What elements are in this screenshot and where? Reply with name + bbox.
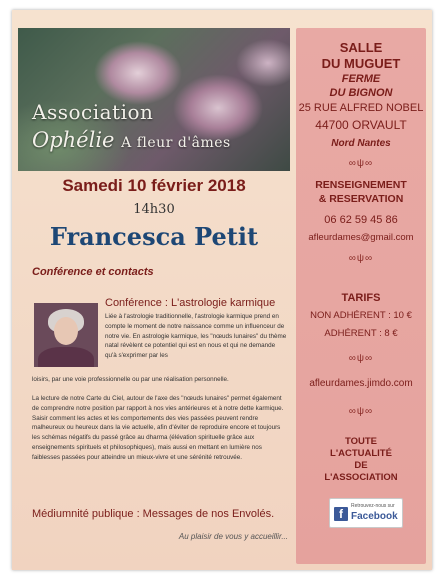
venue-name: SALLE DU MUGUET [321,40,401,71]
facebook-label: Facebook [351,511,398,522]
conference-paragraph-1: Liée à l'astrologie traditionnelle, l'astrologie karmique prend en compte le moment de notre naissance comme un influenceur de notre vie. En astrologie karmique, les "nœuds lunaires" du thème natal révèlent ce potentiel qui est en nous et qui ne demande qu'à s'exprimer par les [105,313,287,360]
flyer-page [12,10,432,570]
conference-paragraph-2: La lecture de notre Carte du Ciel, autour de l'axe des "nœuds lunaires" permet également de comprendre notre position par rapport à nos vies antérieures et à notre dette karmique. Saisir comment les actes et les comportements des vies passées peuvent rendre malheureux ou heureux dans la vie actuelle, afin d'éviter de reproduire encore et toujours les schémas négatifs du passé grâce au dharma (élévation spirituelle grâce aux enseignements spirituels et philosophiques), mais aussi en mettant en lumière nos faiblesses passées pour atteindre un mieux-vivre et une sérénité retrouvée. [32,395,284,461]
venue-street: 25 RUE ALFRED NOBEL [298,102,424,114]
prices-heading: TARIFS [341,292,381,304]
phone-number[interactable]: 06 62 59 45 86 [324,214,398,226]
facebook-caption: Retrouvez-nous sur [351,503,395,509]
association-logo-title [32,100,282,152]
conference-paragraph-1-end: loisirs, par une voie professionnelle ou par une réalisation personnelle. [32,376,229,383]
closing-line: Au plaisir de vous y accueillir... [178,532,288,541]
ornament-divider-icon: ∞ψ∞ [348,406,374,417]
news-heading: TOUTE L'ACTUALITÉ DE L'ASSOCIATION [324,436,398,483]
info-sidebar [296,28,426,564]
venue-area: Nord Nantes [331,138,391,149]
photo-body-shape [38,347,94,367]
ornament-divider-icon: ∞ψ∞ [348,158,374,169]
flower-banner-image [18,28,290,171]
ornament-divider-icon: ∞ψ∞ [348,253,374,264]
event-time: 14h30 [133,202,175,217]
event-date: Samedi 10 février 2018 [62,176,246,195]
website-link[interactable]: afleurdames.jimdo.com [309,378,413,389]
price-member: ADHÉRENT : 8 € [324,328,398,339]
price-non-member: NON ADHÉRENT : 10 € [310,310,412,321]
conference-title: Conférence : L'astrologie karmique [105,297,276,309]
section-title: Conférence et contacts [32,266,154,278]
venue-farm: FERME DU BIGNON [329,73,393,99]
facebook-badge[interactable] [329,498,403,528]
association-label: Association [32,100,154,124]
photo-face-shape [54,317,78,345]
venue-city: 44700 ORVAULT [315,118,407,132]
speaker-name: Francesca Petit [49,222,259,251]
email-link[interactable]: afleurdames@gmail.com [308,232,414,243]
speaker-photo [34,303,98,367]
mediumnite-title: Médiumnité publique : Messages de nos Envolés. [32,508,275,520]
association-name: Ophélie A fleur d'âmes [32,128,231,152]
booking-heading: RENSEIGNEMENT & RESERVATION [315,179,407,205]
facebook-icon: f [334,507,348,521]
ornament-divider-icon: ∞ψ∞ [348,353,374,364]
